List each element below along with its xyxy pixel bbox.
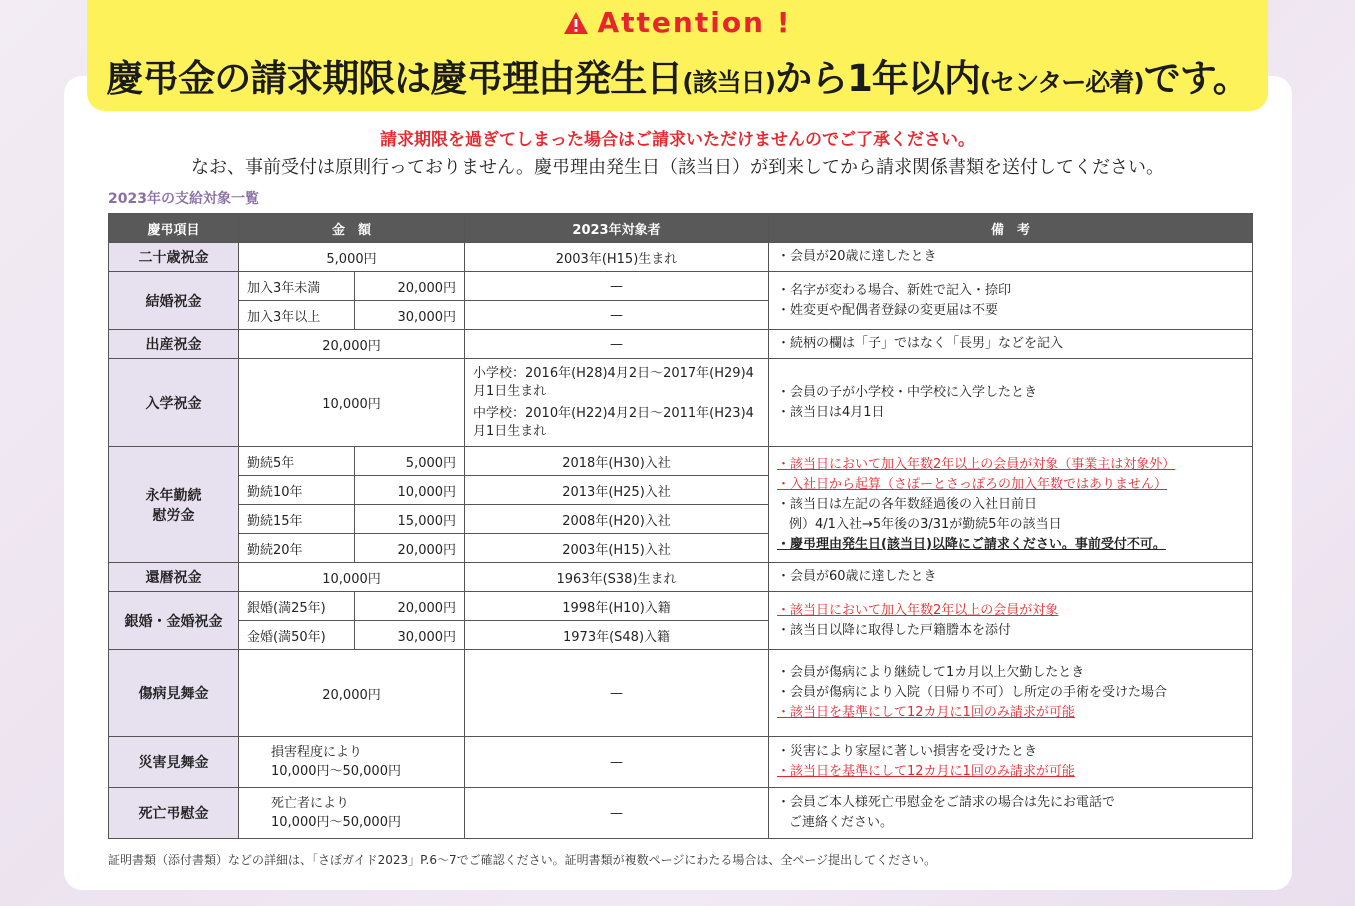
footnote: 証明書類（添付書類）などの詳細は、「さぽガイド2023」P.6～7でご確認ください。証明書類が複数ページにわたる場合は、全ページ提出してください。 [108,853,937,867]
item-kanreki: 還暦祝金 [109,563,239,592]
item-kinzoku: 永年勤続 慰労金 [109,447,239,563]
deadline-headline: 慶弔金の請求期限は慶弔理由発生日(該当日)から1年以内(センター必着)です。 [106,57,1249,100]
section-title: 2023年の支給対象一覧 [108,191,259,207]
table-row: 入学祝金 10,000円 小学校：2016年(H28)4月2日～2017年(H29)4月1日生まれ 中学校：2010年(H22)4月2日～2011年(H23)4月1日生まれ ・会員の子が小学校・中学校に入学したとき ・該当日は4月1日 [109,359,1253,447]
table-row: 銀婚・金婚祝金 銀婚(満25年) 20,000円 1998年(H10)入籍 ・該当日において加入年数2年以上の会員が対象 ・該当日以降に取得した戸籍謄本を添付 [109,592,1253,621]
table-row: 加入3年以上 30,000円 — [109,301,1253,330]
table-row: 勤続20年 20,000円 2003年(H15)入社 [109,534,1253,563]
item-nyugaku: 入学祝金 [109,359,239,447]
warning-triangle-icon [563,9,589,42]
table-row: 出産祝金 20,000円 — ・続柄の欄は「子」ではなく「長男」などを記入 [109,330,1253,359]
table-row: 勤続15年 15,000円 2008年(H20)入社 [109,505,1253,534]
header-item: 慶弔項目 [109,214,239,243]
item-shussan: 出産祝金 [109,330,239,359]
table-header-row [109,214,1253,243]
header-amount: 金 額 [239,214,465,243]
table-row: 金婚(満50年) 30,000円 1973年(S48)入籍 [109,621,1253,650]
table-row: 二十歳祝金 5,000円 2003年(H15)生まれ ・会員が20歳に達したとき [109,243,1253,272]
table-row: 結婚祝金 加入3年未満 20,000円 — ・名字が変わる場合、新姓で記入・捺印 ・姓変更や配偶者登録の変更届は不要 [109,272,1253,301]
item-saigai: 災害見舞金 [109,737,239,788]
item-shibo: 死亡弔慰金 [109,788,239,839]
item-hatachi: 二十歳祝金 [109,243,239,272]
attention-label: Attention ! [87,6,1268,42]
header-target: 2023年対象者 [465,214,769,243]
table-row: 勤続10年 10,000円 2013年(H25)入社 [109,476,1253,505]
table-row: 還暦祝金 10,000円 1963年(S38)生まれ ・会員が60歳に達したとき [109,563,1253,592]
benefit-table [108,213,1253,839]
deadline-warning: 請求期限を過ぎてしまった場合はご請求いただけませんのでご了承ください。 [380,130,975,150]
item-kekkon: 結婚祝金 [109,272,239,330]
attention-banner [87,0,1268,111]
item-shobyo: 傷病見舞金 [109,650,239,737]
table-row: 死亡弔慰金 死亡者により 10,000円～50,000円 — ・会員ご本人様死亡弔慰金をご請求の場合は先にお電話で ご連絡ください。 [109,788,1253,839]
header-remarks: 備 考 [769,214,1253,243]
table-row: 災害見舞金 損害程度により 10,000円～50,000円 — ・災害により家屋に著しい損害を受けたとき ・該当日を基準にして12カ月に1回のみ請求が可能 [109,737,1253,788]
table-row: 傷病見舞金 20,000円 — ・会員が傷病により継続して1カ月以上欠勤したとき ・会員が傷病により入院（日帰り不可）し所定の手術を受けた場合 ・該当日を基準にして12カ月に1回のみ請求が可能 [109,650,1253,737]
item-ginkon: 銀婚・金婚祝金 [109,592,239,650]
advance-note: なお、事前受付は原則行っておりません。慶弔理由発生日（該当日）が到来してから請求関係書類を送付してください。 [190,157,1165,178]
table-row: 永年勤続 慰労金 勤続5年 5,000円 2018年(H30)入社 ・該当日において加入年数2年以上の会員が対象（事業主は対象外） ・入社日から起算（さぽーとさっぽろの加入年数ではありません） ・該当日は左記の各年数経過後の入社日前日 例）4/1入社→5年後の3/31が勤続5年の該当日 ・慶弔理由発生日(該当日)以降にご請求ください。事前受付不可。 [109,447,1253,476]
